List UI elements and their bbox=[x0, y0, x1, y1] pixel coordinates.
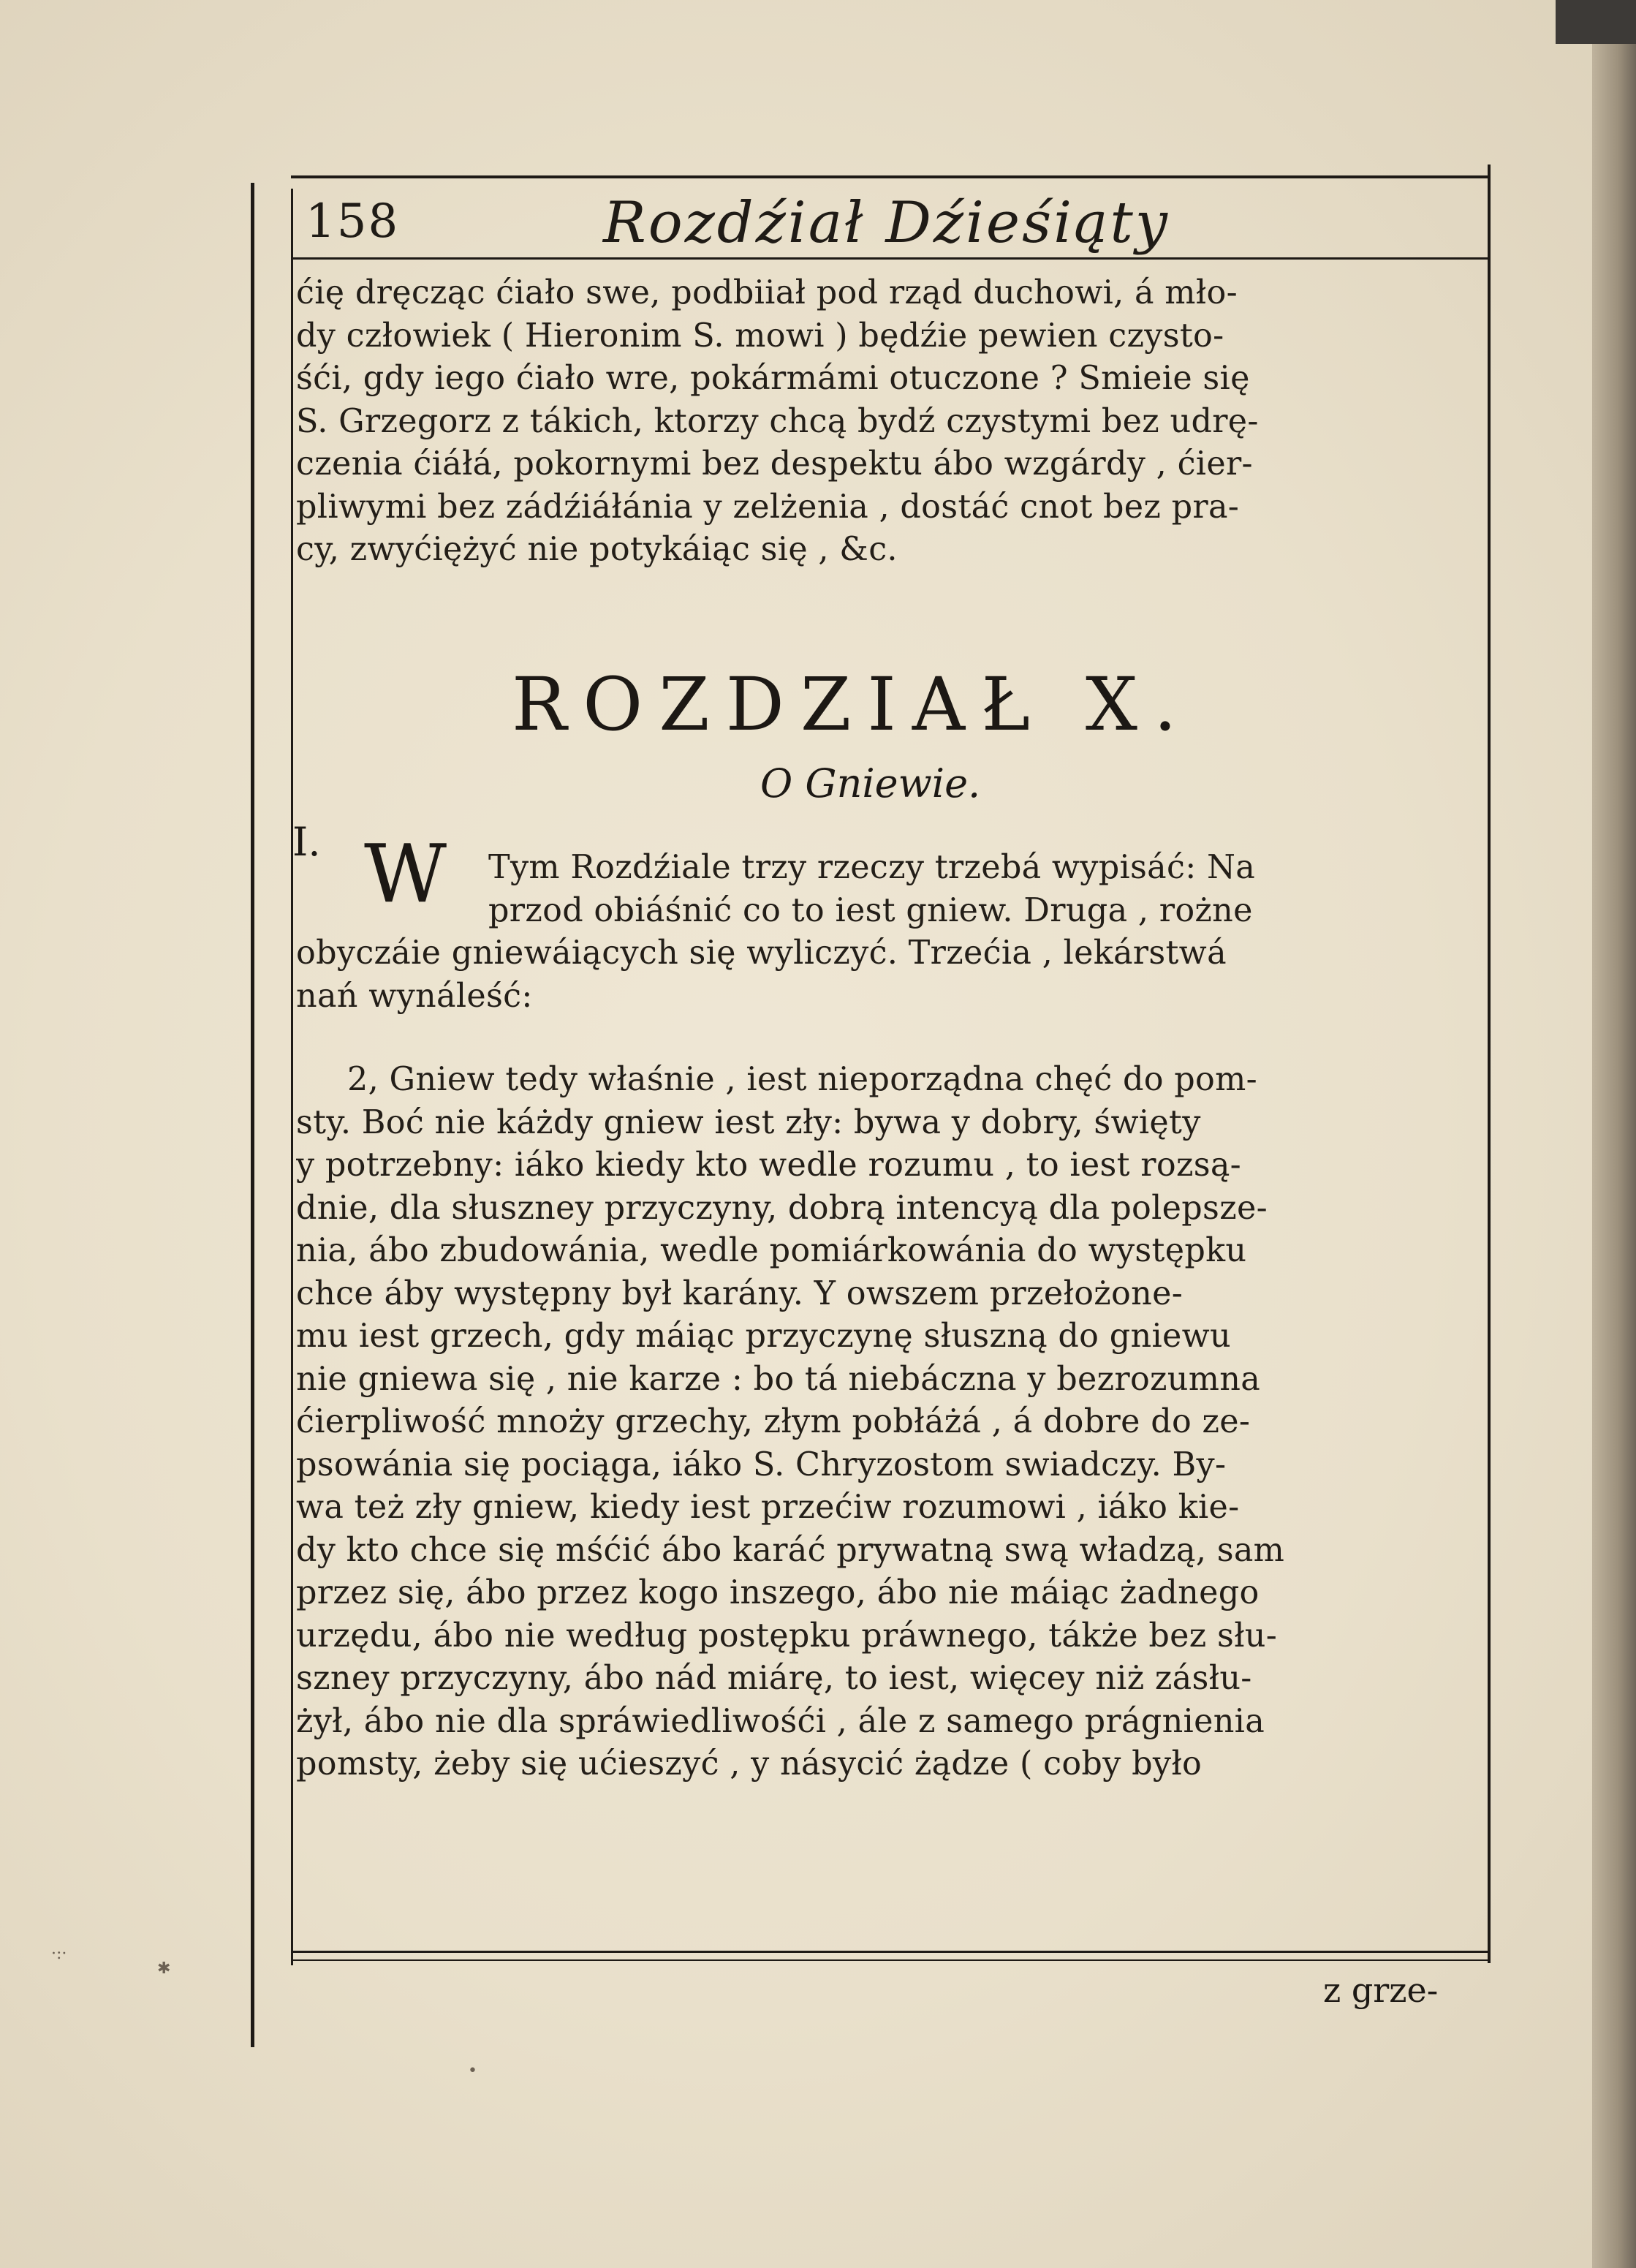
text-line: przod obiáśnić co to iest gniew. Druga , rożne bbox=[488, 891, 1253, 929]
text-line: S. Grzegorz z tákich, ktorzy chcą bydź czystymi bez udrę- bbox=[296, 402, 1259, 440]
section-1-paragraph bbox=[296, 932, 1486, 1018]
text-line: nia, ábo zbudowánia, wedle pomiárkowánia do występku bbox=[296, 1232, 1247, 1269]
text-line: psowánia się pociąga, iáko S. Chryzostom swiadczy. By- bbox=[296, 1445, 1227, 1483]
text-line: nań wynáleść: bbox=[296, 977, 533, 1015]
text-line: mu iest grzech, gdy máiąc przyczynę słuszną do gniewu bbox=[296, 1318, 1231, 1355]
text-line: dnie, dla słuszney przyczyny, dobrą intencyą dla polepsze- bbox=[296, 1189, 1268, 1227]
text-line: nie gniewa się , nie karze : bo tá niebáczna y bezrozumna bbox=[296, 1360, 1261, 1398]
chapter-heading: ROZDZIAŁ X. bbox=[512, 662, 1193, 747]
text-line: cy, zwyćiężyć nie potykáiąc się , &c. bbox=[296, 531, 898, 568]
frame-rule-top bbox=[291, 175, 1490, 178]
frame-rule-bottom-inner bbox=[291, 1959, 1490, 1961]
text-line: pomsty, żeby się ućieszyć , y násycić żądze ( coby było bbox=[296, 1745, 1203, 1783]
text-line: śći, gdy iego ćiało wre, pokármámi otuczone ? Smieie się bbox=[296, 360, 1250, 397]
text-line: ćierpliwość mnoży grzechy, złym pobłáżá , á dobre do ze- bbox=[296, 1403, 1251, 1440]
text-line: chce áby występny był karány. Y owszem przełożone- bbox=[296, 1274, 1184, 1312]
text-line: wa też zły gniew, kiedy iest przećiw rozumowi , iáko kie- bbox=[296, 1489, 1240, 1526]
section-1-paragraph-indented bbox=[488, 847, 1486, 932]
text-line: urzędu, ábo nie według postępku práwnego, tákże bez słu- bbox=[296, 1617, 1278, 1655]
text-line: przez się, ábo przez kogo inszego, ábo nie máiąc żadnego bbox=[296, 1574, 1260, 1611]
text-line: Tym Rozdźiale trzy rzeczy trzebá wypisáć: Na bbox=[488, 849, 1256, 886]
frame-rule-header bbox=[291, 257, 1490, 260]
text-line: ćię dręcząc ćiało swe, podbiiał pod rząd duchowi, á mło- bbox=[296, 274, 1238, 311]
frame-rule-bottom bbox=[291, 1951, 1490, 1953]
section-2-paragraph bbox=[296, 1059, 1486, 1786]
section-marker: I. bbox=[292, 819, 321, 865]
text-line: dy człowiek ( Hieronim S. mowi ) będźie pewien czysto- bbox=[296, 317, 1224, 355]
chapter-subheading: O Gniewie. bbox=[760, 760, 981, 806]
frame-rule-outer-left bbox=[251, 183, 254, 2047]
catchword: z grze- bbox=[1323, 1970, 1439, 2010]
running-title: Rozdźiał Dźieśiąty bbox=[603, 190, 1170, 256]
frame-rule-right bbox=[1488, 165, 1491, 1963]
text-line: dy kto chce się mśćić ábo karáć prywatną swą władzą, sam bbox=[296, 1531, 1285, 1569]
text-line: y potrzebny: iáko kiedy kto wedle rozumu , to iest rozsą- bbox=[296, 1146, 1242, 1184]
page-edge-shadow bbox=[1592, 0, 1636, 2268]
page-header bbox=[300, 189, 1484, 256]
paper-speck: • bbox=[468, 2062, 477, 2080]
drop-initial: W bbox=[364, 827, 447, 921]
text-line: czenia ćiáłá, pokornymi bez despektu ábo wzgárdy , ćier- bbox=[296, 445, 1253, 483]
text-line: pliwymi bez zádźiáłánia y zelżenia , dostáć cnot bez pra- bbox=[296, 488, 1240, 526]
binding-strip bbox=[1556, 0, 1636, 44]
text-line: szney przyczyny, ábo nád miárę, to iest, więcey niż zásłu- bbox=[296, 1660, 1252, 1697]
frame-rule-inner-left bbox=[291, 189, 293, 1965]
text-line: żył, ábo nie dla spráwiedliwośći , ále z samego prágnienia bbox=[296, 1702, 1265, 1740]
intro-paragraph bbox=[296, 272, 1486, 572]
text-line: obyczáie gniewáiących się wyliczyć. Trzećia , lekárstwá bbox=[296, 934, 1227, 972]
text-line: sty. Boć nie káżdy gniew iest zły: bywa y dobry, święty bbox=[296, 1103, 1201, 1141]
text-line: 2, Gniew tedy właśnie , iest nieporządna chęć do pom- bbox=[347, 1061, 1257, 1098]
page-number: 158 bbox=[306, 194, 400, 249]
paper-speck: ✱ bbox=[157, 1959, 171, 1978]
paper-speck: ·:· bbox=[51, 1945, 67, 1963]
